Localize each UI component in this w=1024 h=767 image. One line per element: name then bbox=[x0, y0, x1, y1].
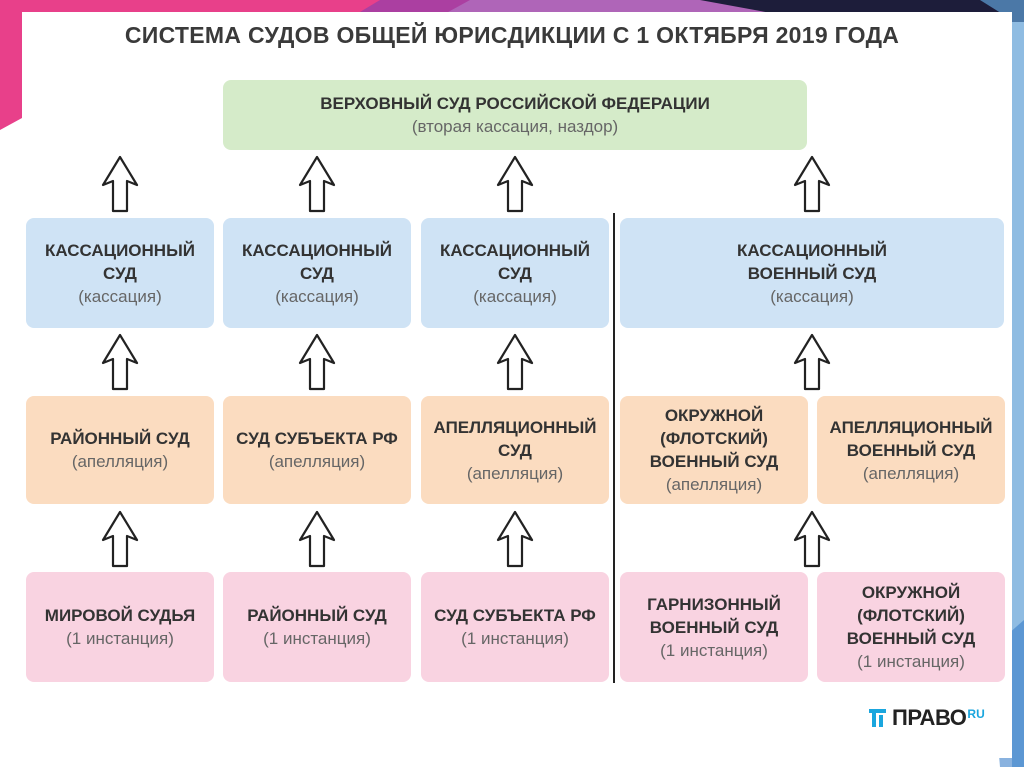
court-role: (1 инстанция) bbox=[263, 629, 371, 648]
court-role: (1 инстанция) bbox=[461, 629, 569, 648]
military-divider bbox=[613, 213, 615, 683]
court-name: СУД СУБЪЕКТА РФ bbox=[236, 429, 398, 448]
supreme-court-box bbox=[223, 80, 807, 150]
diagram-title: СИСТЕМА СУДОВ ОБЩЕЙ ЮРИСДИКЦИИ С 1 ОКТЯБРЯ 2019 ГОДА bbox=[124, 22, 900, 48]
first-instance-court-5 bbox=[817, 572, 1005, 682]
court-role: (апелляция) bbox=[862, 463, 960, 483]
cassation-court-1 bbox=[26, 218, 214, 328]
court-name: КАССАЦИОННЫЙ СУД bbox=[440, 240, 590, 283]
first-instance-court-1 bbox=[26, 572, 214, 682]
appeal-court-2 bbox=[223, 396, 411, 504]
arrow-up-icon bbox=[496, 510, 534, 568]
court-role: (кассация) bbox=[78, 286, 162, 306]
logo-sup: RU bbox=[967, 707, 985, 721]
arrow-up-icon bbox=[496, 155, 534, 213]
appeal-court-1 bbox=[26, 396, 214, 504]
arrow-up-icon bbox=[793, 510, 831, 568]
court-name: МИРОВОЙ СУДЬЯ bbox=[44, 606, 196, 625]
court-role: (апелляция) bbox=[665, 475, 763, 494]
court-name: ГАРНИЗОННЫЙ ВОЕННЫЙ СУД bbox=[647, 594, 781, 637]
court-name: АПЕЛЛЯЦИОННЫЙ СУД bbox=[433, 417, 597, 460]
arrow-up-icon bbox=[793, 155, 831, 213]
court-name: РАЙОННЫЙ СУД bbox=[247, 606, 387, 625]
arrow-up-icon bbox=[101, 333, 139, 391]
arrow-up-icon bbox=[101, 155, 139, 213]
court-role: (апелляция) bbox=[71, 452, 169, 471]
court-name: КАССАЦИОННЫЙ СУД bbox=[45, 240, 195, 283]
supreme-court-role: (вторая кассация, наздор) bbox=[411, 117, 619, 136]
court-role: (1 инстанция) bbox=[66, 629, 174, 648]
appeal-court-5 bbox=[817, 396, 1005, 504]
first-instance-court-2 bbox=[223, 572, 411, 682]
court-name: СУД СУБЪЕКТА РФ bbox=[434, 606, 596, 625]
appeal-court-3 bbox=[421, 396, 609, 504]
court-role: (1 инстанция) bbox=[857, 652, 965, 671]
arrow-up-icon bbox=[298, 510, 336, 568]
appeal-court-4 bbox=[620, 396, 808, 504]
cassation-military-court bbox=[620, 218, 1004, 328]
arrow-up-icon bbox=[298, 155, 336, 213]
cassation-court-2 bbox=[223, 218, 411, 328]
court-role: (апелляция) bbox=[466, 463, 564, 483]
court-name: КАССАЦИОННЫЙ ВОЕННЫЙ СУД bbox=[737, 240, 887, 283]
court-role: (кассация) bbox=[770, 286, 854, 306]
arrow-up-icon bbox=[101, 510, 139, 568]
pravo-logo bbox=[868, 705, 985, 731]
court-role: (кассация) bbox=[473, 286, 557, 306]
court-name: АПЕЛЛЯЦИОННЫЙ ВОЕННЫЙ СУД bbox=[829, 417, 993, 460]
pravo-logo-icon bbox=[868, 707, 888, 729]
court-role: (1 инстанция) bbox=[660, 640, 768, 660]
court-name: ОКРУЖНОЙ (ФЛОТСКИЙ) ВОЕННЫЙ СУД bbox=[649, 406, 779, 471]
arrow-up-icon bbox=[298, 333, 336, 391]
court-name: ОКРУЖНОЙ (ФЛОТСКИЙ) ВОЕННЫЙ СУД bbox=[846, 583, 976, 648]
arrow-up-icon bbox=[496, 333, 534, 391]
supreme-court-name: ВЕРХОВНЫЙ СУД РОССИЙСКОЙ ФЕДЕРАЦИИ bbox=[320, 94, 710, 113]
arrow-up-icon bbox=[793, 333, 831, 391]
first-instance-court-4 bbox=[620, 572, 808, 682]
logo-text: ПРАВО bbox=[892, 705, 967, 730]
court-name: РАЙОННЫЙ СУД bbox=[50, 429, 190, 448]
first-instance-court-3 bbox=[421, 572, 609, 682]
court-name: КАССАЦИОННЫЙ СУД bbox=[242, 240, 392, 283]
court-role: (кассация) bbox=[275, 286, 359, 306]
cassation-court-3 bbox=[421, 218, 609, 328]
court-role: (апелляция) bbox=[268, 452, 366, 471]
